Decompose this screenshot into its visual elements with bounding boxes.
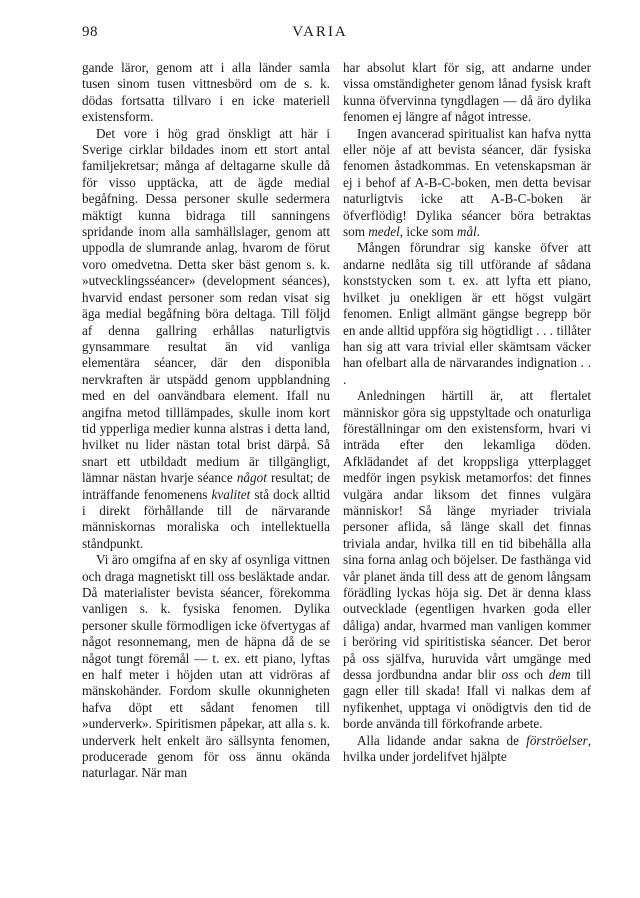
text-segment: Vi äro omgifna af en sky af osynliga vittnen och draga magnetiskt till oss besläktade andar. Då materialister bevista séancer, förekomma vanligen s. k. fysiska fenomen. Dylika personer skulle förmodligen icke öfvertygas af något resonnemang, men de häpna då de se något tungt föremål — t. ex. ett piano, lyftas en half meter i höjden utan att vidröras af mänskohänder. Fordom skulle okunnigheten hafva döpt ett sådant fenomen till »underverk». Spiritismen påpekar, att alla s. k. underverk helt enkelt äro sällsynta fenomen, producerade genom för oss ännu okända naturlagar. När man <box>82 552 330 781</box>
italic-segment: förströelser <box>526 732 588 748</box>
text-segment: , icke som <box>399 224 457 240</box>
text-segment: . <box>476 224 480 240</box>
right-paragraph-3 <box>343 240 591 388</box>
italic-segment: mål <box>456 224 477 240</box>
text-segment: Ingen avancerad spiritualist kan hafva nytta eller nöje af att bevista séancer, där fysiska fenomen åstadkommas. En vetenskapsman är ej i behof af A-B-C-boken, men detta bevisar naturligtvis icke att A-B-C-boken är öfverflödig! Dylika séancer böra betraktas som <box>343 125 591 240</box>
right-paragraph-1 <box>343 60 591 126</box>
text-segment: gande läror, genom att i alla länder samla tusen sinom tusen vittnesbörd om de s. k. dödas fortsatta tillvaro i en icke materiell existensform. <box>82 60 330 125</box>
text-segment: till gagn eller till skada! Ifall vi nalkas dem af nyfikenhet, upptaga vi onödigtvis den tid de borde använda till förkofrande arbete. <box>343 667 591 732</box>
italic-segment: kvalitet <box>211 486 251 502</box>
text-segment: resultat; de inträffande fenomenens <box>82 470 330 502</box>
left-paragraph-2 <box>82 126 330 553</box>
italic-segment: dem <box>548 667 571 683</box>
italic-segment: medel <box>368 224 400 240</box>
text-segment: Mången förundrar sig kanske öfver att andarne nedlåta sig till utförande af sådana konststycken som t. ex. att lyfta ett piano, hvilket ju onekligen är ett högst vulgärt fenomen. Enligt allmänt gängse begrepp bör en ande alltid uppföra sig högtidligt . . . tillåter han sig att vara trivial eller skämtsam väcker han ofelbart alla de närvarandes indignation . . . <box>343 240 591 387</box>
right-text-column <box>343 60 591 765</box>
right-paragraph-4 <box>343 388 591 733</box>
page-number: 98 <box>82 24 98 40</box>
text-segment: Alla lidande andar sakna de <box>357 732 527 748</box>
right-paragraph-2 <box>343 126 591 241</box>
left-paragraph-1 <box>82 60 330 126</box>
text-segment: Anledningen härtill är, att flertalet människor göra sig uppstyltade och onaturliga föreställningar om den existensform, hvari vi inträda efter den lekamliga döden. Afklädandet af det kroppsliga ytterplagget medför ingen psykisk metamorfos: det finnes vulgära andar liksom det finnes vulgära människor! Så länge myriader triviala personer aflida, så länge skall det finnas triviala andar, hvilka till en tid bibehålla alla sina forna anlag och böjelser. De fasthänga vid vår planet ända till dess att de genom långsam förädling lyckas höja sig. Det är denna klass outvecklade (egentligen hvarken goda eller dåliga) andar, hvarmed man vanligen kommer i beröring vid spiritistiska séancer. Det beror på oss själfva, huruvida vårt umgänge med dessa jordbundna andar blir <box>343 388 591 683</box>
text-segment: Det vore i hög grad önskligt att här i Sverige cirklar bildades inom ett stort antal familjekretsar; många af deltagarne skulle då för visso upptäcka, att de ägde medial begåfning. Dessa personer skulle sedermera mäktigt kunna bidraga till sanningens spridande inom alla samhällslager, genom att uppodla de slumrande anlag, hvarom de förut voro omedvetna. Detta sker bäst genom s. k. »utvecklingsséancer» (development séances), hvarvid endast personer som redan visat sig äga medial begåfning böra deltaga. Till följd af denna gallring erhållas naturligtvis gynsammare resultat än vid vanliga elementära séancer, där den disponibla nervkraften är utspädd genom uppblandning med en del oanvändbara element. Ifall nu angifna metod tilllämpades, skulle inom kort tid ypperliga medier kunna alstras i detta land, hvilket nu lider nästan total brist därpå. Så snart ett utbildadt medium är tillgängligt, lämnar nästan hvarje séance <box>82 125 330 486</box>
text-segment: och <box>518 667 549 683</box>
left-text-column <box>82 60 330 782</box>
left-paragraph-3 <box>82 552 330 782</box>
text-segment: har absolut klart för sig, att andarne under vissa omständigheter genom lånad fysisk kraft kunna öfvervinna tyngdlagen — då äro dylika fenomen ej längre af något intresse. <box>343 60 591 125</box>
italic-segment: något <box>236 470 267 486</box>
text-segment: stå dock alltid i direkt förhållande till de närvarande människornas moraliska och intellektuella ståndpunkt. <box>82 486 330 551</box>
italic-segment: oss <box>501 667 519 683</box>
text-segment: , hvilka under jordelifvet hjälpte <box>343 732 591 765</box>
right-paragraph-5 <box>343 733 591 766</box>
running-title: VARIA <box>292 24 348 40</box>
